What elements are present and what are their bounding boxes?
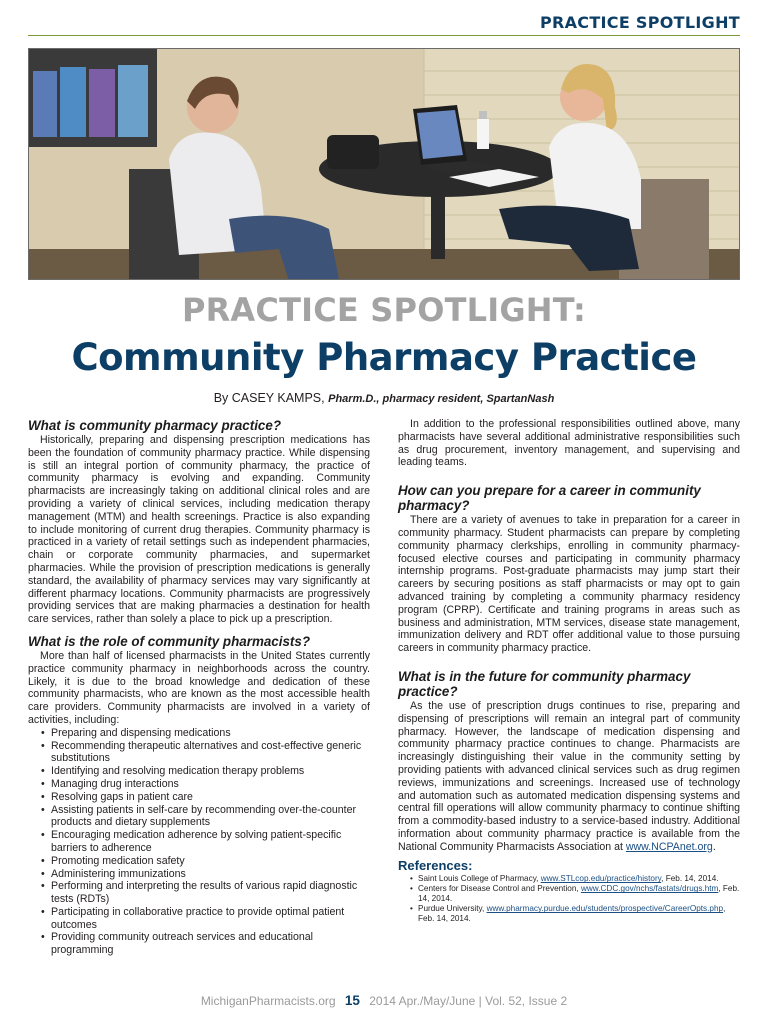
reference-link[interactable]: www.CDC.gov/nchs/fastats/drugs.htm	[580, 884, 719, 894]
list-item: • Preparing and dispensing medications	[41, 727, 370, 740]
references-heading: References:	[398, 857, 473, 873]
byline	[0, 391, 768, 405]
reference-item	[410, 874, 740, 884]
reference-link[interactable]: www.pharmacy.purdue.edu/students/prospective/CareerOpts.php	[486, 904, 724, 914]
list-item: • Encouraging medication adherence by solving patient-specific barriers to adherence	[41, 829, 370, 855]
paragraph: Historically, preparing and dispensing prescription medications has been the foundation of community pharmacy practice. While dispensing is still an integral portion of community pharmacy, the practice of community pharmacy is evolving and expanding. Community pharmacists are increasingly taking on additional clinical roles and are providing a variety of clinical services, including medication therapy management (MTM) and health screenings. Practice is also expanding to include monitoring of current drug therapies. Community pharmacy is practiced in a variety of retail settings such as independent pharmacies, chain or corporate community pharmacies, and supermarket pharmacies. While the provision of prescription medications is generally standard, the availability of pharmacy services may vary significantly at different pharmacy locations. Community pharmacists are progressively providing services that are making pharmacies a destination for health care services, rather than solely a place to pick up a prescription.	[28, 434, 370, 626]
reference-date: , Feb. 14, 2014.	[418, 904, 726, 924]
page-footer	[0, 993, 768, 1008]
header-divider	[28, 35, 740, 36]
paragraph-text: As the use of prescription drugs continues to rise, preparing and dispensing of prescriptions will remain an integral part of community pharmacy. However, the landscape of medication dispensing and community pharmacy practice continues to change. Pharmacists are increasingly distinguishing their value in the community setting by providing patients with advanced clinical services such as drug regimen reviews, immunizations and screenings. Increased use of technology and automation such as automated medication dispensing systems and central fill operations will allow community pharmacy to continue shifting from a commodity-based industry to a service-based industry. Additional information about community pharmacy practice is available from the National Community Pharmacists Association at	[398, 699, 740, 853]
section-heading: What is community pharmacy practice?	[28, 418, 282, 433]
reference-link[interactable]: www.STLcop.edu/practice/history	[540, 874, 662, 884]
section-what-is	[28, 418, 370, 626]
list-item: • Promoting medication safety	[41, 855, 370, 868]
article-photo	[28, 48, 740, 280]
page-header	[0, 0, 768, 38]
paragraph-end: .	[712, 840, 716, 853]
reference-source: Centers for Disease Control and Prevention,	[418, 884, 581, 894]
list-item: • Resolving gaps in patient care	[41, 791, 370, 804]
reference-source: Purdue University,	[418, 904, 487, 914]
activities-list	[28, 727, 370, 957]
list-item: • Performing and interpreting the results of various rapid diagnostic tests (RDTs)	[41, 880, 370, 906]
section-prepare	[398, 483, 740, 655]
article-kicker: PRACTICE SPOTLIGHT:	[181, 291, 587, 329]
list-item: • Recommending therapeutic alternatives and cost-effective generic substitutions	[41, 740, 370, 766]
reference-date: , Feb. 14, 2014.	[661, 874, 719, 884]
section-future	[398, 669, 740, 854]
reference-date: , Feb. 14, 2014.	[418, 884, 740, 904]
reference-item	[410, 904, 740, 924]
list-item: • Participating in collaborative practice to provide optimal patient outcomes	[41, 906, 370, 932]
list-item: • Administering immunizations	[41, 868, 370, 881]
section-heading: How can you prepare for a career in community pharmacy?	[398, 483, 701, 514]
references-list	[398, 874, 740, 924]
section-admin	[398, 418, 740, 469]
footer-site: MichiganPharmacists.org	[200, 994, 336, 1008]
byline-author: By CASEY KAMPS,	[213, 391, 325, 405]
section-label: PRACTICE SPOTLIGHT	[539, 13, 740, 32]
section-heading: What is in the future for community pharmacy practice?	[398, 668, 691, 699]
paragraph: More than half of licensed pharmacists in the United States currently practice community pharmacy in neighborhoods across the country. Likely, it is due to the broad knowledge and dedication of these community pharmacists, who are known as the most accessible health care providers. Community pharmacists are involved in a variety of activities, including:	[28, 649, 370, 726]
left-column	[28, 418, 370, 965]
reference-source: Saint Louis College of Pharmacy,	[418, 874, 541, 884]
paragraph: In addition to the professional responsibilities outlined above, many pharmacists have several additional administrative responsibilities such as drug procurement, inventory management, and supervising and leading teams.	[398, 418, 740, 469]
right-column	[398, 418, 740, 924]
reference-item	[410, 884, 740, 904]
article-title: Community Pharmacy Practice	[71, 336, 697, 379]
ncpa-link[interactable]: www.NCPAnet.org	[625, 840, 713, 853]
paragraph: There are a variety of avenues to take in preparation for a career in community pharmacy. Student pharmacists can prepare by completing community pharmacy clerkships, enrolling in community pharmacy-focused elective courses and participating in community pharmacy internship programs. Post-graduate pharmacists may jump start their careers by securing positions as staff pharmacists or may opt to gain advanced training by completing a community pharmacy residency program (CPRP). Certificate and training programs in areas such as business and administration, MTM services, disease state management, immunization delivery and RDT offer additional value to those pursuing careers in community pharmacy practice.	[398, 514, 740, 655]
list-item: • Providing community outreach services and educational programming	[41, 931, 370, 957]
page-number: 15	[344, 993, 360, 1008]
byline-credentials: Pharm.D., pharmacy resident, SpartanNash	[328, 393, 555, 405]
list-item: • Assisting patients in self-care by recommending over-the-counter products and dietary supplements	[41, 804, 370, 830]
paragraph	[398, 700, 740, 854]
list-item: • Managing drug interactions	[41, 778, 370, 791]
section-role	[28, 634, 370, 957]
section-heading: What is the role of community pharmacists?	[28, 633, 310, 649]
list-item: • Identifying and resolving medication therapy problems	[41, 765, 370, 778]
footer-issue: 2014 Apr./May/June | Vol. 52, Issue 2	[369, 994, 568, 1008]
